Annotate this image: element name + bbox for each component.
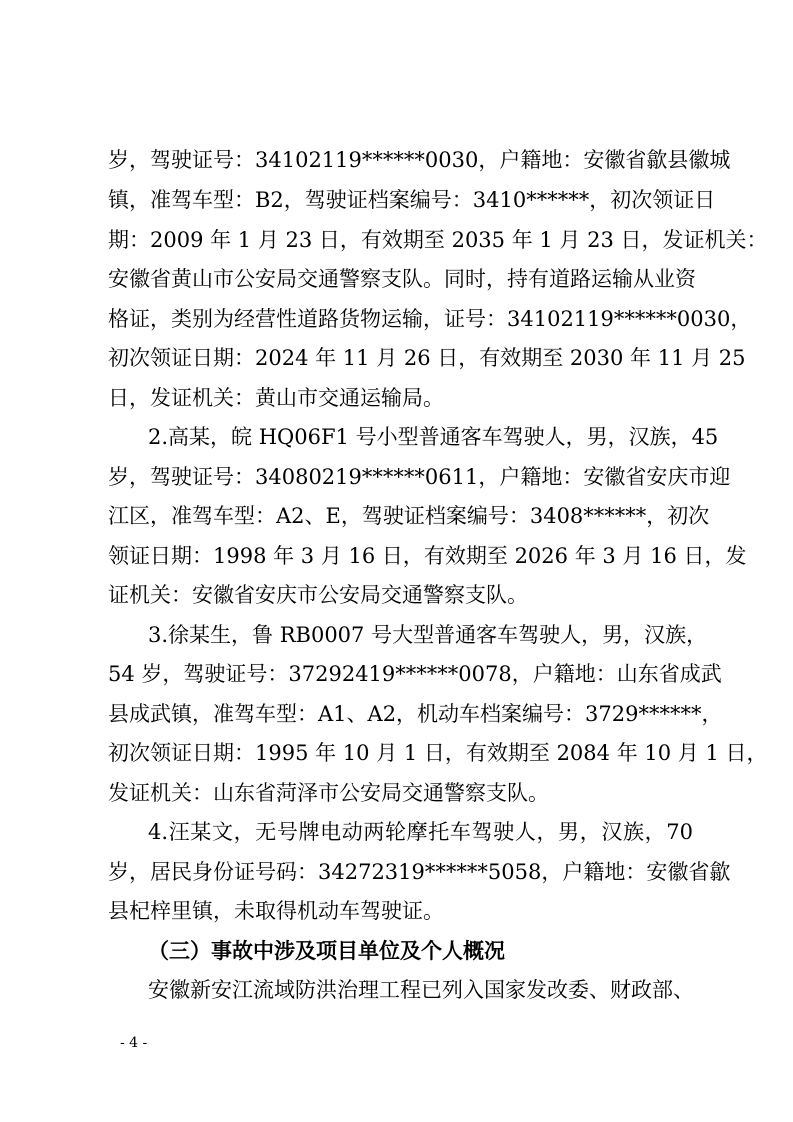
text-line: 格证，类别为经营性道路货物运输，证号：34102119******0030， xyxy=(108,307,752,331)
text-line: 安徽省黄山市公安局交通警察支队。同时，持有道路运输从业资 xyxy=(108,267,696,291)
text-line: 证机关：安徽省安庆市公安局交通警察支队。 xyxy=(108,583,528,607)
text-line: 县杞梓里镇，未取得机动车驾驶证。 xyxy=(108,899,444,923)
text-line: 岁，驾驶证号：34102119******0030，户籍地：安徽省歙县徽城 xyxy=(108,148,731,172)
text-line: 江区，准驾车型：A2、E，驾驶证档案编号：3408******，初次 xyxy=(108,504,710,528)
text-line: 发证机关：山东省菏泽市公安局交通警察支队。 xyxy=(108,781,549,805)
text-line: 日，发证机关：黄山市交通运输局。 xyxy=(108,386,444,410)
text-line: 初次领证日期：2024 年 11 月 26 日，有效期至 2030 年 11 月 25 xyxy=(108,346,746,370)
text-line: 安徽新安江流域防洪治理工程已列入国家发改委、财政部、 xyxy=(148,978,694,1002)
text-line: 期：2009 年 1 月 23 日，有效期至 2035 年 1 月 23 日，发证机关： xyxy=(108,228,768,252)
text-line: 3.徐某生，鲁 RB0007 号大型普通客车驾驶人，男，汉族， xyxy=(148,623,708,647)
text-line: 镇，准驾车型：B2，驾驶证档案编号：3410******，初次领证日 xyxy=(108,188,716,212)
text-line: 54 岁，驾驶证号：37292419******0078，户籍地：山东省成武 xyxy=(108,662,722,686)
text-line: 岁，居民身份证号码：34272319******5058，户籍地：安徽省歙 xyxy=(108,860,731,884)
text-line: 领证日期：1998 年 3 月 16 日，有效期至 2026 年 3 月 16 日，发 xyxy=(108,544,747,568)
page-number: - 4 - xyxy=(120,1035,148,1051)
text-line: 县成武镇，准驾车型：A1、A2，机动车档案编号：3729******， xyxy=(108,702,723,726)
text-line: 4.汪某文，无号牌电动两轮摩托车驾驶人，男，汉族，70 xyxy=(148,820,693,844)
text-line: 初次领证日期：1995 年 10 月 1 日，有效期至 2084 年 10 月 1 日， xyxy=(108,741,768,765)
section-heading: （三）事故中涉及项目单位及个人概况 xyxy=(148,939,505,963)
text-line: 2.高某，皖 HQ06F1 号小型普通客车驾驶人，男，汉族，45 xyxy=(148,425,719,449)
text-line: 岁，驾驶证号：34080219******0611，户籍地：安徽省安庆市迎 xyxy=(108,465,731,489)
